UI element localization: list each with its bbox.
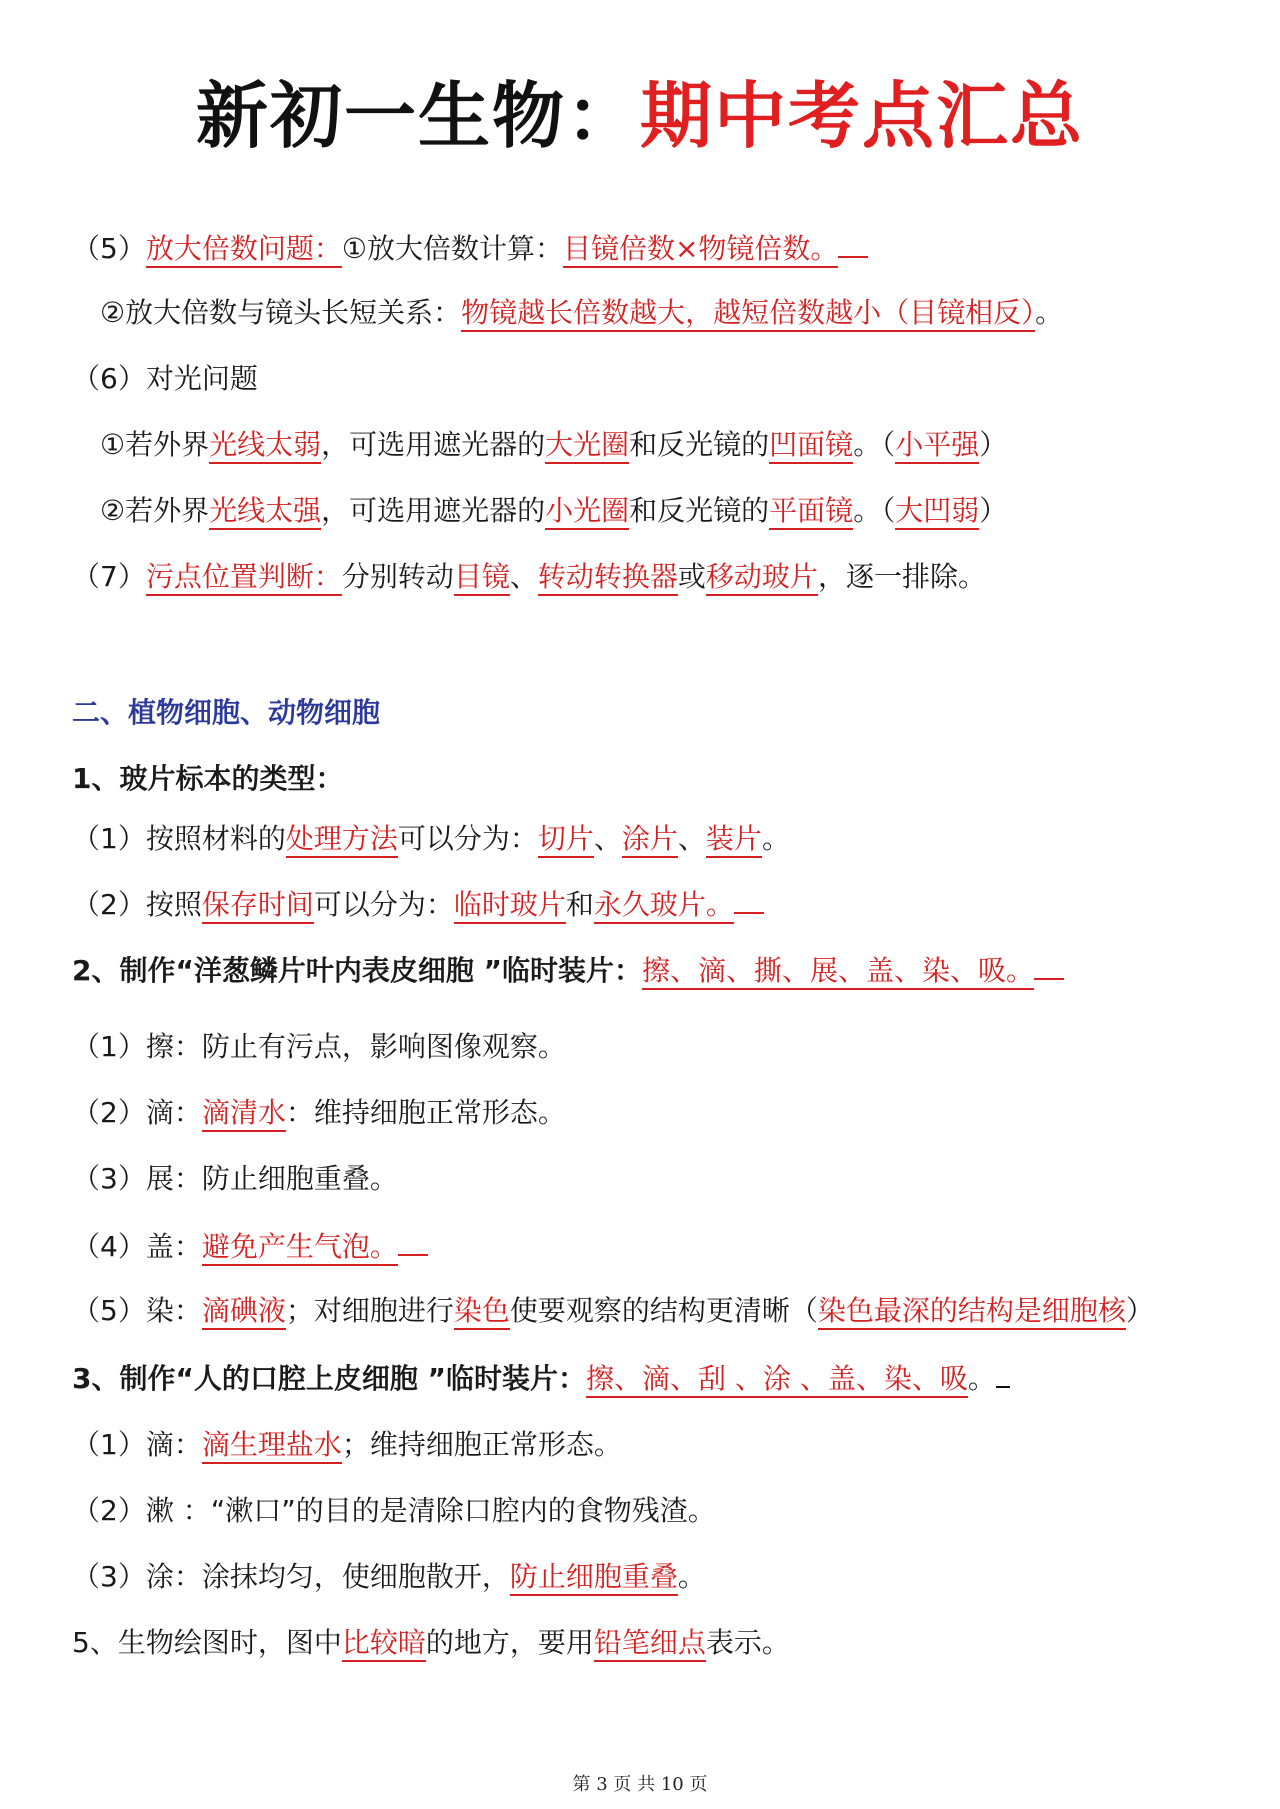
text: 可以分为： xyxy=(397,822,538,855)
text: 和 xyxy=(565,888,594,921)
text: ②放大倍数与镜头长短关系： xyxy=(100,296,462,329)
cheek-slide-steps xyxy=(72,1360,1010,1396)
answer-blank xyxy=(838,230,868,258)
step-drop-water xyxy=(72,1096,566,1130)
answer: 平面镜 xyxy=(769,494,853,530)
point-5-lens-length xyxy=(100,296,1063,330)
answer: 小平强 xyxy=(895,428,979,464)
step-stain xyxy=(72,1294,1154,1328)
text: （5）染： xyxy=(72,1294,202,1327)
point-5-magnification xyxy=(72,230,868,266)
step-wipe xyxy=(72,1030,566,1064)
text: ①若外界 xyxy=(100,428,210,461)
text: 或 xyxy=(677,560,706,593)
slide-type-by-method xyxy=(72,822,790,856)
section-heading-cells: 二、植物细胞、动物细胞 xyxy=(72,696,381,729)
text: 可以分为： xyxy=(313,888,454,921)
answer: 比较暗 xyxy=(342,1626,426,1662)
answer: 滴清水 xyxy=(202,1096,286,1132)
text: （4）盖： xyxy=(72,1230,202,1263)
text: 。 xyxy=(761,822,790,855)
point-7-spot-position xyxy=(72,560,986,594)
text: ，可选用遮光器的 xyxy=(321,494,546,527)
text: （7） xyxy=(72,560,146,593)
text: 、 xyxy=(593,822,622,855)
answer: 染色最深的结构是细胞核 xyxy=(818,1294,1126,1330)
answer: 滴生理盐水 xyxy=(202,1428,342,1464)
text: 3、制作“人的口腔上皮细胞 ”临时装片： xyxy=(72,1362,587,1395)
answer: 放大倍数问题： xyxy=(146,232,342,268)
point-6-heading xyxy=(72,362,258,396)
text: ） xyxy=(1125,1294,1154,1327)
page-title xyxy=(0,58,1280,162)
text: 。（ xyxy=(853,494,896,527)
answer: 擦、滴、刮 、涂 、盖、染、吸 xyxy=(586,1362,968,1398)
text: 。 xyxy=(967,1362,996,1395)
answer: 临时玻片 xyxy=(454,888,566,924)
text: ） xyxy=(979,494,1008,527)
answer: 染色 xyxy=(454,1294,510,1330)
onion-slide-steps xyxy=(72,952,1064,988)
text: ：维持细胞正常形态。 xyxy=(285,1096,566,1129)
answer: 物镜越长倍数越大，越短倍数越小（目镜相反） xyxy=(461,296,1035,332)
answer: 大光圈 xyxy=(545,428,629,464)
text: （1）擦：防止有污点，影响图像观察。 xyxy=(72,1030,566,1063)
text: 、 xyxy=(677,822,706,855)
text: （2）按照 xyxy=(72,888,202,921)
text: 2、制作“洋葱鳞片叶内表皮细胞 ”临时装片： xyxy=(72,954,643,987)
answer: 光线太强 xyxy=(209,494,321,530)
step-drop-saline xyxy=(72,1428,622,1462)
drawing-tip xyxy=(72,1626,790,1660)
answer: 目镜 xyxy=(454,560,510,596)
step-cover xyxy=(72,1228,428,1264)
text: （2）漱 ：“漱口”的目的是清除口腔内的食物残渣。 xyxy=(72,1494,716,1527)
answer: 擦、滴、撕、展、盖、染、吸。 xyxy=(642,954,1034,990)
text: ；维持细胞正常形态。 xyxy=(341,1428,622,1461)
answer: 大凹弱 xyxy=(895,494,979,530)
text: 表示。 xyxy=(705,1626,790,1659)
text: 使要观察的结构更清晰（ xyxy=(509,1294,818,1327)
answer: 铅笔细点 xyxy=(594,1626,706,1662)
text: 1、玻片标本的类型： xyxy=(72,762,344,795)
point-6-strong-light xyxy=(100,494,1007,528)
text: （6）对光问题 xyxy=(72,362,258,395)
answer: 处理方法 xyxy=(286,822,398,858)
answer: 永久玻片。 xyxy=(594,888,734,924)
text: ①放大倍数计算： xyxy=(341,232,563,265)
subheading-slide-types xyxy=(72,762,343,796)
answer: 凹面镜 xyxy=(769,428,853,464)
text: 5、生物绘图时，图中 xyxy=(72,1626,342,1659)
text: 的地方，要用 xyxy=(425,1626,594,1659)
answer: 切片 xyxy=(538,822,594,858)
slide-type-by-time xyxy=(72,886,764,922)
answer: 光线太弱 xyxy=(209,428,321,464)
answer: 防止细胞重叠 xyxy=(510,1560,678,1596)
answer-blank xyxy=(398,1228,428,1256)
text: 、 xyxy=(509,560,538,593)
text: ；对细胞进行 xyxy=(285,1294,454,1327)
answer: 目镜倍数×物镜倍数。 xyxy=(563,232,838,268)
step-spread xyxy=(72,1162,398,1196)
answer: 移动玻片 xyxy=(706,560,818,596)
text: 。 xyxy=(677,1560,706,1593)
answer: 污点位置判断： xyxy=(146,560,342,596)
text: （1）按照材料的 xyxy=(72,822,286,855)
text: （3）展：防止细胞重叠。 xyxy=(72,1162,398,1195)
answer-blank xyxy=(996,1360,1010,1388)
text: 。 xyxy=(1035,296,1064,329)
point-6-weak-light xyxy=(100,428,1007,462)
step-rinse xyxy=(72,1494,716,1528)
text: （3）涂：涂抹均匀，使细胞散开， xyxy=(72,1560,510,1593)
text: （2）滴： xyxy=(72,1096,202,1129)
text: 和反光镜的 xyxy=(629,494,770,527)
text: ） xyxy=(979,428,1008,461)
answer: 转动转换器 xyxy=(538,560,678,596)
answer: 涂片 xyxy=(622,822,678,858)
text: 。（ xyxy=(853,428,896,461)
step-smear xyxy=(72,1560,706,1594)
text: ，可选用遮光器的 xyxy=(321,428,546,461)
answer: 滴碘液 xyxy=(202,1294,286,1330)
text: 分别转动 xyxy=(341,560,454,593)
text: （1）滴： xyxy=(72,1428,202,1461)
answer: 避免产生气泡。 xyxy=(202,1230,398,1266)
answer: 装片 xyxy=(706,822,762,858)
text: （5） xyxy=(72,232,146,265)
title-subject: 新初一生物： xyxy=(195,74,640,158)
text: ②若外界 xyxy=(100,494,210,527)
answer: 保存时间 xyxy=(202,888,314,924)
text: 和反光镜的 xyxy=(629,428,770,461)
answer-blank xyxy=(1034,952,1064,980)
answer-blank xyxy=(734,886,764,914)
title-topic: 期中考点汇总 xyxy=(640,74,1085,158)
text: ，逐一排除。 xyxy=(817,560,986,593)
page-number: 第 3 页 共 10 页 xyxy=(572,1774,708,1795)
answer: 小光圈 xyxy=(545,494,629,530)
